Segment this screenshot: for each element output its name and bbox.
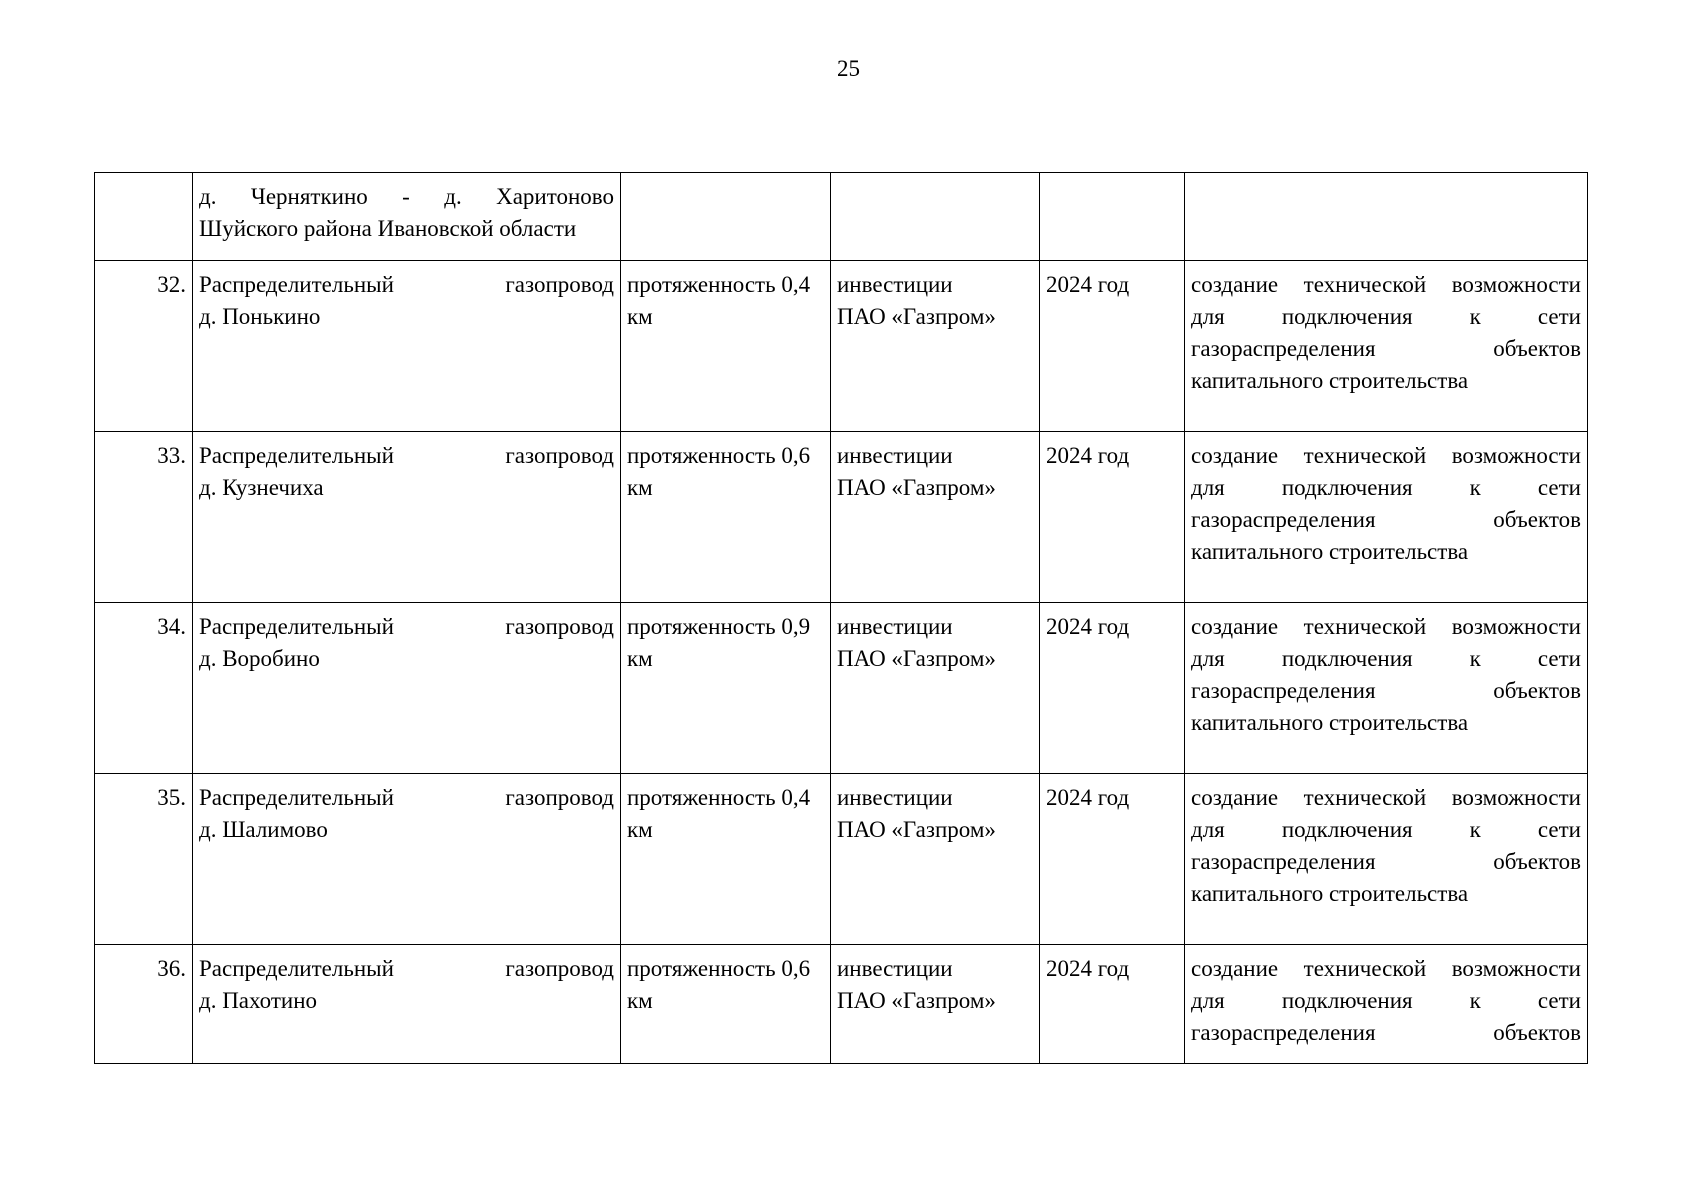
table-row [95, 945, 1588, 1064]
cell-year: 2024 год [1040, 603, 1185, 774]
cell-length [621, 173, 831, 261]
source-line: ПАО «Газпром» [837, 646, 996, 671]
cell-object-name [193, 945, 621, 1064]
cell-length [621, 261, 831, 432]
purpose-line: капитального строительства [1191, 368, 1469, 393]
row-number: 34. [95, 603, 193, 774]
cell-length [621, 603, 831, 774]
row-number: 32. [95, 261, 193, 432]
object-name-line: Распределительный газопровод [199, 956, 614, 981]
purpose-line: для подключения к сети [1191, 304, 1581, 329]
cell-source [831, 261, 1040, 432]
source-line: инвестиции [837, 272, 953, 297]
length-line: протяженность 0,4 [627, 785, 811, 810]
cell-source [831, 173, 1040, 261]
object-name-line: Распределительный газопровод [199, 785, 614, 810]
cell-source [831, 432, 1040, 603]
source-line: инвестиции [837, 614, 953, 639]
purpose-line: для подключения к сети [1191, 817, 1581, 842]
length-line: км [627, 988, 653, 1013]
cell-year [1040, 173, 1185, 261]
cell-length [621, 432, 831, 603]
cell-purpose [1185, 603, 1588, 774]
table-row-continuation [95, 173, 1588, 261]
purpose-line: для подключения к сети [1191, 475, 1581, 500]
purpose-line: капитального строительства [1191, 539, 1469, 564]
row-number: 33. [95, 432, 193, 603]
purpose-line: газораспределения объектов [1191, 849, 1581, 874]
cell-num [95, 173, 193, 261]
object-name-line: Распределительный газопровод [199, 614, 614, 639]
cell-year: 2024 год [1040, 945, 1185, 1064]
cell-purpose [1185, 945, 1588, 1064]
purpose-line: для подключения к сети [1191, 988, 1581, 1013]
row-number: 36. [95, 945, 193, 1064]
cell-object-name [193, 774, 621, 945]
source-line: инвестиции [837, 785, 953, 810]
source-line: инвестиции [837, 443, 953, 468]
purpose-line: газораспределения объектов [1191, 678, 1581, 703]
purpose-line: капитального строительства [1191, 881, 1469, 906]
table-row [95, 603, 1588, 774]
cell-purpose [1185, 261, 1588, 432]
cell-source [831, 945, 1040, 1064]
cell-year: 2024 год [1040, 261, 1185, 432]
purpose-line: для подключения к сети [1191, 646, 1581, 671]
cell-purpose [1185, 432, 1588, 603]
length-line: протяженность 0,6 [627, 956, 811, 981]
page-number: 25 [837, 56, 860, 81]
length-line: км [627, 475, 653, 500]
source-line: ПАО «Газпром» [837, 988, 996, 1013]
source-line: ПАО «Газпром» [837, 475, 996, 500]
purpose-line: газораспределения объектов [1191, 336, 1581, 361]
purpose-line: создание технической возможности [1191, 272, 1581, 297]
purpose-line: газораспределения объектов [1191, 507, 1581, 532]
cell-source [831, 774, 1040, 945]
object-name-line: д. Воробино [199, 646, 320, 671]
cell-year: 2024 год [1040, 774, 1185, 945]
object-name-line: Шуйского района Ивановской области [199, 216, 577, 241]
row-number: 35. [95, 774, 193, 945]
table-row [95, 774, 1588, 945]
object-name-line: д. Шалимово [199, 817, 328, 842]
table-row [95, 261, 1588, 432]
purpose-line: создание технической возможности [1191, 614, 1581, 639]
length-line: км [627, 817, 653, 842]
object-name-line: д. Понькино [199, 304, 321, 329]
object-name-line: Распределительный газопровод [199, 443, 614, 468]
source-line: ПАО «Газпром» [837, 304, 996, 329]
cell-object-name [193, 432, 621, 603]
purpose-line: создание технической возможности [1191, 785, 1581, 810]
length-line: км [627, 304, 653, 329]
cell-year: 2024 год [1040, 432, 1185, 603]
object-name-line: д. Кузнечиха [199, 475, 324, 500]
cell-purpose [1185, 774, 1588, 945]
purpose-line: капитального строительства [1191, 710, 1469, 735]
cell-length [621, 945, 831, 1064]
source-line: ПАО «Газпром» [837, 817, 996, 842]
cell-purpose [1185, 173, 1588, 261]
object-name-line: д. Черняткино - д. Харитоново [199, 184, 614, 209]
purpose-line: создание технической возможности [1191, 956, 1581, 981]
length-line: протяженность 0,9 [627, 614, 811, 639]
cell-source [831, 603, 1040, 774]
cell-length [621, 774, 831, 945]
purpose-line: создание технической возможности [1191, 443, 1581, 468]
object-name-line: д. Пахотино [199, 988, 318, 1013]
source-line: инвестиции [837, 956, 953, 981]
gas-pipeline-table [94, 172, 1588, 1064]
cell-object-name [193, 603, 621, 774]
length-line: км [627, 646, 653, 671]
cell-object-name [193, 173, 621, 261]
table-row [95, 432, 1588, 603]
length-line: протяженность 0,6 [627, 443, 811, 468]
purpose-line: газораспределения объектов [1191, 1020, 1581, 1045]
length-line: протяженность 0,4 [627, 272, 811, 297]
cell-object-name [193, 261, 621, 432]
object-name-line: Распределительный газопровод [199, 272, 614, 297]
